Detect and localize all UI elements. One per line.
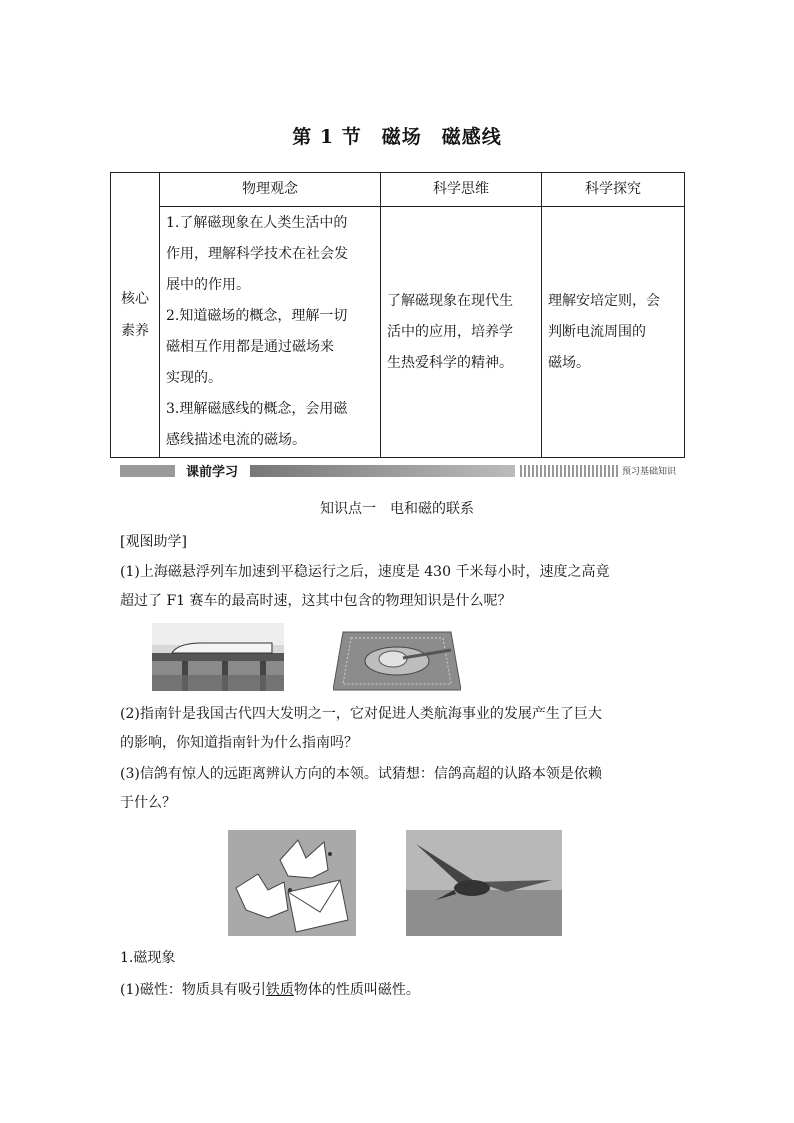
question-1 [120,558,680,616]
row-label-core-literacy: 核心 素养 [111,173,160,458]
text-line: (3)信鸽有惊人的远距离辨认方向的本领。试猜想：信鸽高超的认路本领是依赖 [120,766,602,782]
definition-prefix: (1)磁性：物质具有吸引 [120,982,266,998]
section-banner [120,461,680,481]
banner-sublabel: 预习基础知识 [620,464,678,477]
text-line: 生热爱科学的精神。 [387,354,513,371]
heading-magnetic-phenomena: 1.磁现象 [120,950,176,966]
magnetism-definition [120,976,680,1005]
text-line: 判断电流周围的 [548,323,646,340]
text-line: 实现的。 [166,370,222,386]
text-line: 的影响，你知道指南针为什么指南吗？ [120,735,358,751]
scientific-thinking-cell [381,207,542,458]
core-competency-table [110,172,685,458]
knowledge-point-title: 知识点一 电和磁的联系 [320,501,474,517]
text-line: 了解磁现象在现代生 [387,292,513,309]
physics-concept-cell [160,207,381,458]
banner-bar-middle [250,465,515,477]
text-line: 活中的应用，培养学 [387,323,513,340]
text-line: 于什么？ [120,795,176,811]
header-scientific-thinking: 科学思维 [381,173,542,207]
text-line: 磁场。 [548,354,590,371]
carrier-pigeons-illustration [228,830,356,936]
text-line: 1.了解磁现象在人类生活中的 [166,215,348,231]
text-line: (2)指南针是我国古代四大发明之一，它对促进人类航海事业的发展产生了巨大 [120,706,602,722]
text-line: 磁相互作用都是通过磁场来 [166,339,334,355]
text-line: 2.知道磁场的概念，理解一切 [166,308,348,324]
banner-label: 课前学习 [180,461,244,480]
definition-underlined-term: 铁质 [265,982,294,998]
text-line: 作用，理解科学技术在社会发 [166,246,348,262]
section-label: [观图助学] [120,534,187,550]
text-line: 超过了 F1 赛车的最高时速，这其中包含的物理知识是什么呢？ [120,593,512,609]
header-physics-concept: 物理观念 [160,173,381,207]
definition-suffix: 物体的性质叫磁性。 [293,982,420,998]
question-2 [120,700,680,758]
header-scientific-inquiry: 科学探究 [542,173,685,207]
text-line: (1)上海磁悬浮列车加速到平稳运行之后，速度是 430 千米每小时，速度之高竟 [120,564,610,580]
text-line: 理解安培定则，会 [548,292,660,309]
text-line: 3.理解磁感线的概念，会用磁 [166,401,348,417]
page-title: 第 1 节 磁场 磁感线 [292,126,502,148]
text-line: 感线描述电流的磁场。 [166,432,306,448]
maglev-train-photo [152,623,284,691]
banner-bar-left [120,465,175,477]
text-line: 展中的作用。 [166,277,250,293]
ancient-compass-photo [333,630,461,692]
question-3 [120,760,680,818]
scientific-inquiry-cell [542,207,685,458]
flying-pigeon-photo [406,830,562,936]
